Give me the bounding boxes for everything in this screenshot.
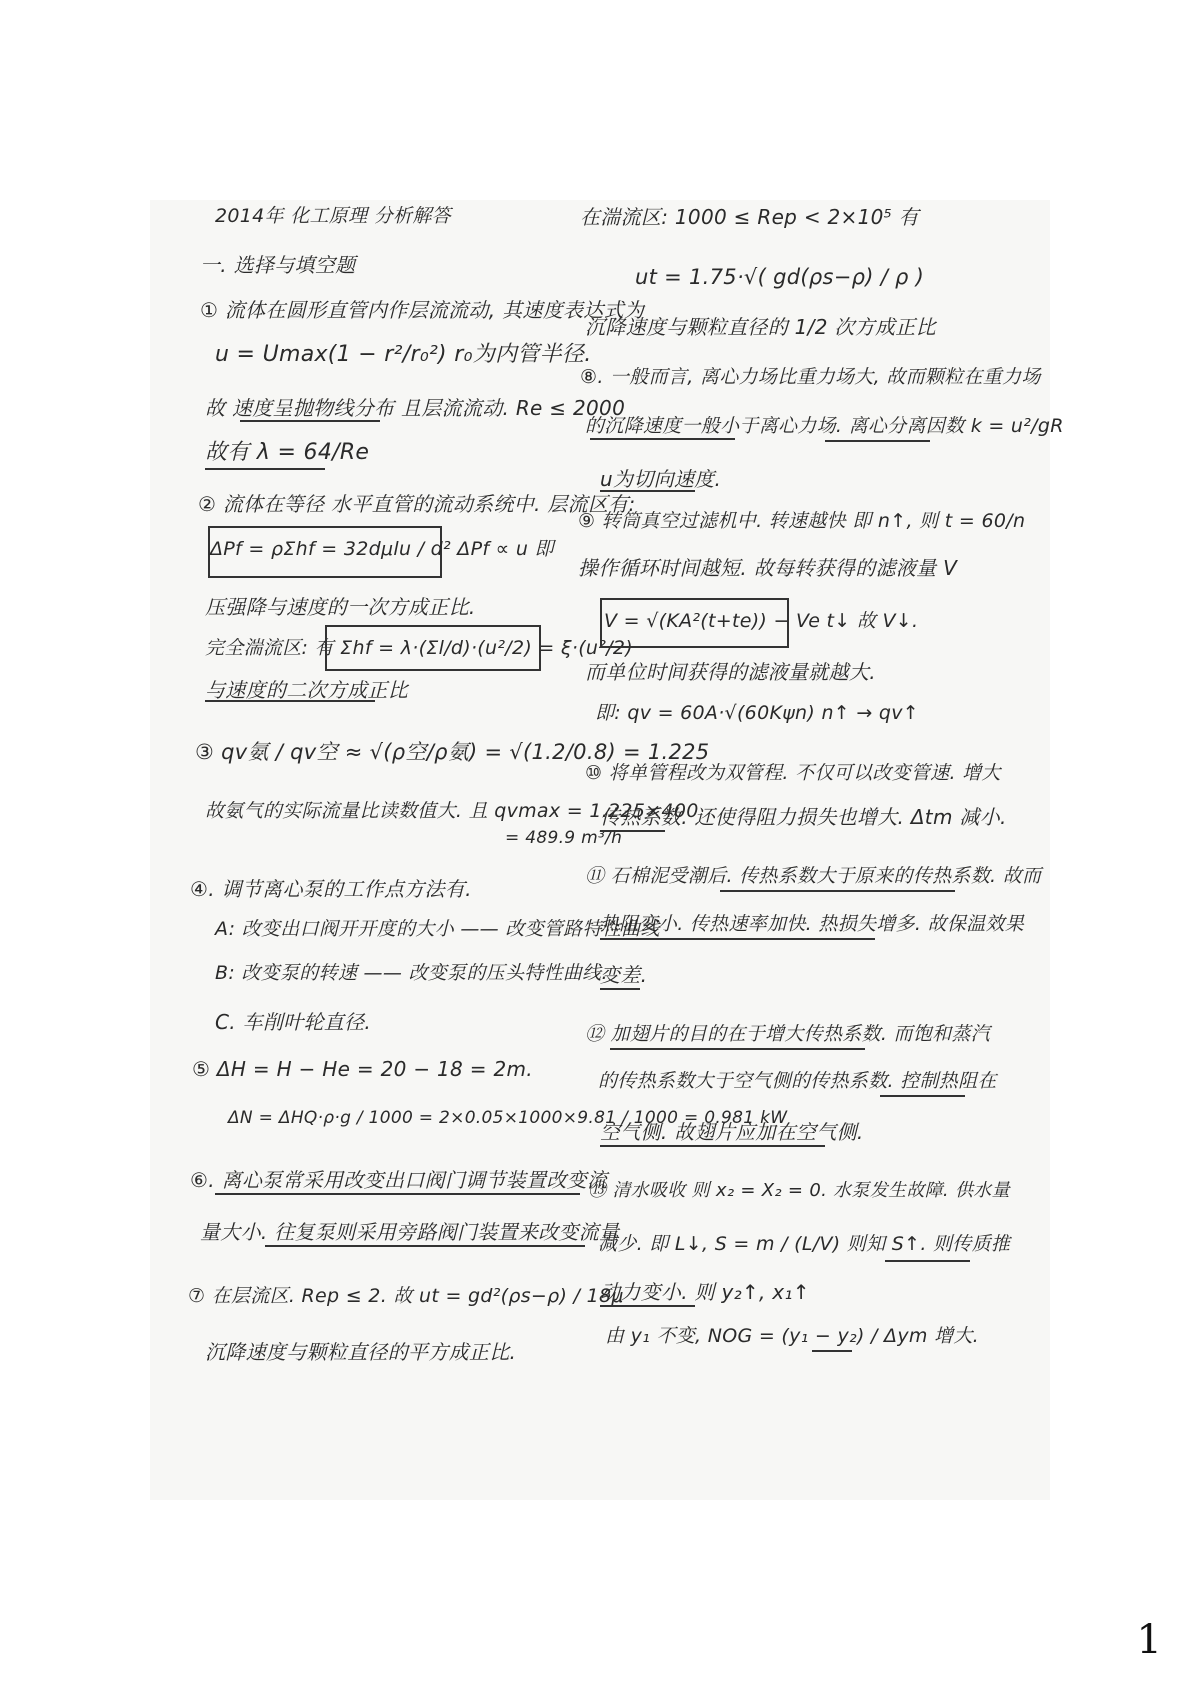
q2-underline xyxy=(205,700,375,702)
q1-lambda-underline xyxy=(205,468,325,470)
q1-underline xyxy=(240,420,380,422)
q13-underline-1 xyxy=(885,1260,970,1262)
q8-line-1: ⑧. 一般而言, 离心力场比重力场大, 故而颗粒在重力场 xyxy=(580,366,1041,388)
q4-option-b: B: 改变泵的转速 —— 改变泵的压头特性曲线. xyxy=(215,962,608,984)
q5-power: ΔN = ΔHQ·ρ·g / 1000 = 2×0.05×1000×9.81 / 1000 = 0.981 kW xyxy=(228,1108,788,1128)
q1-line-1: ① 流体在圆形直管内作层流流动, 其速度表达式为 xyxy=(200,298,645,322)
q13-line-3: 动力变小. 则 y₂↑, x₁↑ xyxy=(600,1280,810,1304)
q11-line-3: 变差. xyxy=(600,963,648,987)
page-title: 2014年 化工原理 分析解答 xyxy=(215,205,451,227)
q2-formula: ΔPf = ρΣhf = 32dμlu / d² ΔPf ∝ u 即 xyxy=(210,538,554,560)
q1-lambda: 故有 λ = 64/Re xyxy=(205,440,370,465)
q2-turbulent: 完全湍流区: 有 Σhf = λ·(Σl/d)·(u²/2) = ξ·(u²/2) xyxy=(205,637,633,659)
q2-line-3: 压强降与速度的一次方成正比. xyxy=(205,595,476,619)
q10-line-2: 传热系数. 还使得阻力损失也增大. Δtm 减小. xyxy=(600,805,1007,829)
q6-line-2: 量大小. 往复泵则采用旁路阀门装置来改变流量 xyxy=(200,1220,620,1244)
q12-line-2: 的传热系数大于空气侧的传热系数. 控制热阻在 xyxy=(598,1070,997,1092)
q4-line-1: ④. 调节离心泵的工作点方法有. xyxy=(190,877,472,901)
q13-line-1: ⑬ 清水吸收 则 x₂ = X₂ = 0. 水泵发生故障. 供水量 xyxy=(588,1180,1010,1201)
q9-line-4: 而单位时间获得的滤液量就越大. xyxy=(585,660,876,684)
q8-line-2: 的沉降速度一般小于离心力场. 离心分离因数 k = u²/gR xyxy=(585,415,1064,437)
q6-underline-2 xyxy=(265,1245,585,1247)
q10-line-1: ⑩ 将单管程改为双管程. 不仅可以改变管速. 增大 xyxy=(585,762,1001,784)
q13-line-4: 由 y₁ 不变, NOG = (y₁ − y₂) / Δym 增大. xyxy=(605,1325,979,1347)
q6-underline-1 xyxy=(215,1193,580,1195)
q11-underline-1 xyxy=(720,890,955,892)
q12-underline-3 xyxy=(600,1145,825,1147)
q4-option-a: A: 改变出口阀开开度的大小 —— 改变管路特性曲线 xyxy=(215,918,660,940)
q3-line-2: 故氨气的实际流量比读数值大. 且 qvmax = 1.225×400 xyxy=(205,800,699,822)
q13-underline-2 xyxy=(600,1305,695,1307)
q7-line-1: ⑦ 在层流区. Rep ≤ 2. 故 ut = gd²(ρs−ρ) / 18μ xyxy=(188,1285,624,1307)
q12-underline-2 xyxy=(880,1095,965,1097)
q8-line-3: u为切向速度. xyxy=(600,467,722,491)
q3-result: = 489.9 m³/h xyxy=(505,828,623,848)
q10-underline xyxy=(600,830,665,832)
q1-line-3: 故 速度呈抛物线分布 且层流流动. Re ≤ 2000 xyxy=(205,396,626,420)
q2-line-5: 与速度的二次方成正比 xyxy=(205,678,408,702)
q2-turbulent-box xyxy=(325,625,541,671)
section-heading: 一. 选择与填空题 xyxy=(200,253,356,277)
q2-line-1: ② 流体在等径 水平直管的流动系统中. 层流区有: xyxy=(198,492,636,516)
q9-formula: V = √(KA²(t+te)) − Ve t↓ 故 V↓. xyxy=(604,610,919,632)
q9-line-2: 操作循环时间越短. 故每转获得的滤液量 V xyxy=(578,556,958,580)
q7b-line-1: 在湍流区: 1000 ≤ Rep < 2×10⁵ 有 xyxy=(580,205,919,229)
q8-underline-2 xyxy=(825,440,930,442)
q7-line-2: 沉降速度与颗粒直径的平方成正比. xyxy=(205,1340,517,1364)
q11-line-1: ⑪ 石棉泥受潮后. 传热系数大于原来的传热系数. 故而 xyxy=(585,865,1042,887)
q11-underline-3 xyxy=(600,988,640,990)
q7b-line-3: 沉降速度与颗粒直径的 1/2 次方成正比 xyxy=(585,315,936,339)
q1-formula: u = Umax(1 − r²/r₀²) r₀为内管半径. xyxy=(215,342,592,367)
q13-line-2: 减少. 即 L↓, S = m / (L/V) 则知 S↑. 则传质推 xyxy=(598,1233,1011,1255)
q9-line-5: 即: qv = 60A·√(60Kψn) n↑ → qv↑ xyxy=(595,702,920,724)
q11-underline-2 xyxy=(600,938,875,940)
q12-underline-1 xyxy=(610,1048,865,1050)
q7b-formula: ut = 1.75·√( gd(ρs−ρ) / ρ ) xyxy=(635,265,925,289)
q4-option-c: C. 车削叶轮直径. xyxy=(215,1010,372,1034)
q8-underline-1 xyxy=(590,438,735,440)
q3-formula: ③ qv氨 / qv空 ≈ √(ρ空/ρ氨) = √(1.2/0.8) = 1.225 xyxy=(195,740,710,764)
page-number: 1 xyxy=(1136,1617,1162,1663)
q8-underline-3 xyxy=(600,490,695,492)
q6-line-1: ⑥. 离心泵常采用改变出口阀门调节装置改变流 xyxy=(190,1168,608,1192)
q9-line-1: ⑨ 转筒真空过滤机中. 转速越快 即 n↑, 则 t = 60/n xyxy=(578,510,1026,532)
q11-line-2: 热阻变小. 传热速率加快. 热损失增多. 故保温效果 xyxy=(600,913,1025,935)
q12-line-1: ⑫ 加翅片的目的在于增大传热系数. 而饱和蒸汽 xyxy=(585,1023,991,1045)
q5-line-1: ⑤ ΔH = H − He = 20 − 18 = 2m. xyxy=(192,1057,533,1081)
q13-underline-3 xyxy=(812,1350,852,1352)
q12-line-3: 空气侧. 故翅片应加在空气侧. xyxy=(600,1120,864,1144)
